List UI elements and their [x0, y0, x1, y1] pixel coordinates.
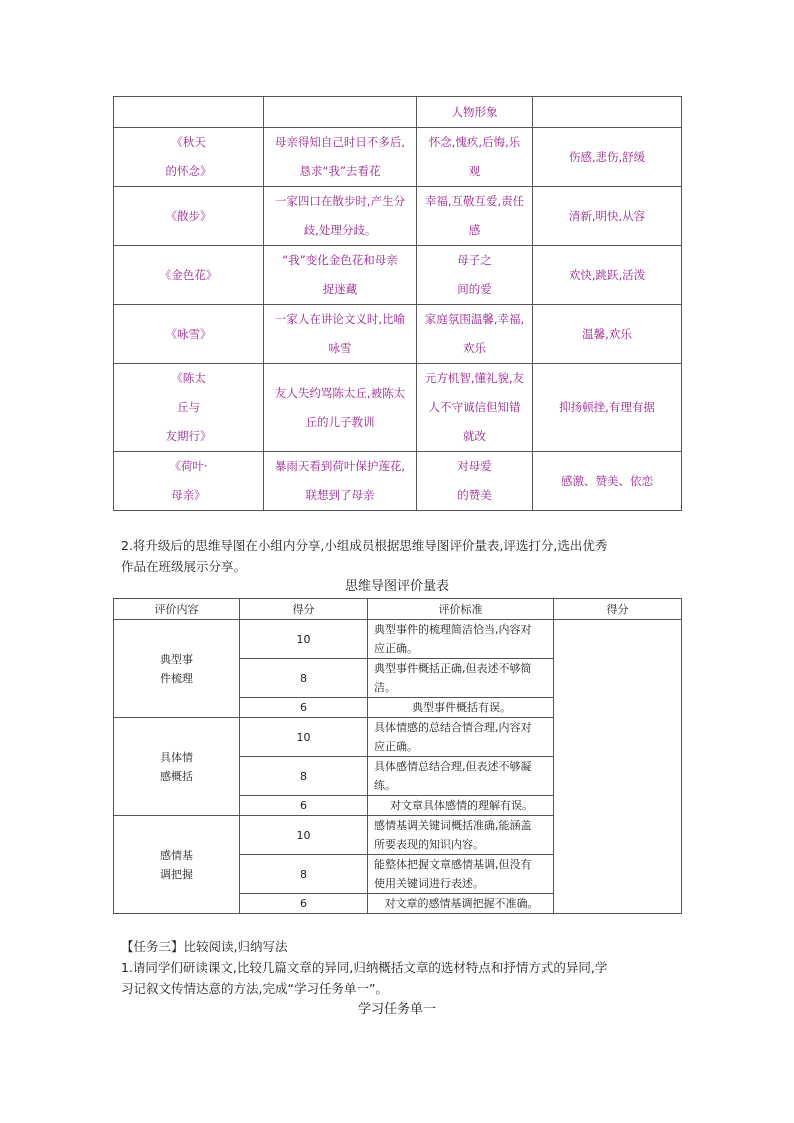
- criterion-line: 对文章具体感情的理解有误。: [390, 799, 533, 812]
- instruction-line: 2.将升级后的思维导图在小组内分享,小组成员根据思维导图评价量表,评选打分,选出优秀: [121, 538, 608, 553]
- header-cell: [264, 97, 417, 128]
- group-label-line: 典型事: [160, 652, 193, 666]
- criterion-line: 典型事件概括正确,但表述不够简: [374, 662, 532, 675]
- image-line: 幸福,互敬互爱,责任: [424, 194, 525, 208]
- emotion-cell: 清新,明快,从容: [533, 187, 682, 246]
- title-cell: [114, 305, 264, 364]
- emotion-cell: 感激、赞美、依恋: [533, 452, 682, 511]
- task3-heading: 【任务三】比较阅读,归纳写法: [121, 939, 288, 954]
- instruction-line: 作品在班级展示分享。: [121, 559, 247, 574]
- criterion-group-cell: [114, 718, 240, 816]
- task3-paragraph: [121, 957, 721, 999]
- text-comparison-table: [113, 96, 682, 511]
- group-label-line: 具体情: [160, 750, 193, 764]
- image-cell: [417, 305, 533, 364]
- image-cell: [417, 364, 533, 452]
- table-row: [114, 246, 682, 305]
- event-line: 咏雪: [328, 341, 352, 355]
- emotion-cell: 欢快,跳跃,活泼: [533, 246, 682, 305]
- criterion-cell: [368, 659, 554, 698]
- group-label-line: 感概括: [160, 769, 193, 783]
- event-cell: [264, 452, 417, 511]
- criterion-line: 使用关键词进行表述。: [374, 877, 484, 890]
- criterion-cell: [368, 855, 554, 894]
- score-cell: 8: [240, 659, 368, 698]
- event-cell: [264, 246, 417, 305]
- title-line: 丘与: [177, 400, 200, 414]
- criterion-line: 应正确。: [374, 740, 418, 753]
- image-line: 人不守诚信但知错: [428, 400, 521, 414]
- emotion-cell: 伤感,悲伤,舒缓: [533, 128, 682, 187]
- worksheet-title: 学习任务单一: [357, 1002, 436, 1017]
- header-cell: 评价标准: [368, 599, 554, 620]
- table-row: [114, 305, 682, 364]
- header-cell: 得分: [554, 599, 682, 620]
- title-cell: [114, 364, 264, 452]
- event-line: 捉迷藏: [322, 282, 358, 296]
- title-line: 《秋天: [171, 135, 206, 149]
- criterion-line: 对文章的感情基调把握不准确。: [384, 897, 539, 910]
- mindmap-evaluation-table: [113, 598, 682, 914]
- table-header-row: [114, 97, 682, 128]
- criterion-cell: [368, 757, 554, 796]
- image-line: 就改: [463, 429, 486, 443]
- header-cell: 评价内容: [114, 599, 240, 620]
- event-cell: [264, 187, 417, 246]
- event-line: 暴雨天看到荷叶保护莲花,: [274, 459, 406, 473]
- image-line: 欢乐: [463, 341, 486, 355]
- criterion-cell: [368, 796, 554, 816]
- event-line: 恳求“我”去看花: [299, 164, 381, 178]
- score-cell: 6: [240, 796, 368, 816]
- score-cell: 10: [240, 718, 368, 757]
- event-cell: [264, 364, 417, 452]
- criterion-group-cell: [114, 816, 240, 914]
- title-cell: [114, 452, 264, 511]
- criterion-line: 感情基调关键词概括准确,能涵盖: [374, 819, 532, 832]
- score-cell: 8: [240, 855, 368, 894]
- title-cell: [114, 187, 264, 246]
- criterion-line: 应正确。: [374, 642, 418, 655]
- image-line: 元方机智,懂礼貌,友: [424, 371, 525, 385]
- image-line: 的赞美: [457, 488, 492, 502]
- group-label-line: 件梳理: [160, 671, 193, 685]
- criterion-cell: [368, 718, 554, 757]
- criterion-line: 洁。: [374, 681, 396, 694]
- event-line: 友人失约骂陈太丘,被陈太: [274, 385, 406, 400]
- event-line: 歧,处理分歧。: [303, 223, 377, 237]
- task3-line: 习记叙文传情达意的方法,完成“学习任务单一”。: [121, 981, 388, 996]
- group-label-line: 调把握: [160, 867, 193, 881]
- event-line: “我”变化金色花和母亲: [282, 253, 398, 267]
- image-line: 怀念,愧疚,后悔,乐: [428, 135, 521, 149]
- image-cell: [417, 452, 533, 511]
- criterion-cell: [368, 816, 554, 855]
- event-cell: [264, 305, 417, 364]
- title-line: 友期行》: [165, 429, 212, 443]
- table-row: [114, 364, 682, 452]
- image-line: 间的爱: [457, 282, 492, 296]
- image-line: 母子之: [457, 253, 492, 267]
- title-line: 《金色花》: [159, 267, 218, 282]
- score-cell: 6: [240, 894, 368, 914]
- event-line: 母亲得知自己时日不多后,: [274, 135, 406, 149]
- criterion-line: 典型事件概括有误。: [412, 701, 511, 714]
- event-line: 联想到了母亲: [305, 488, 375, 502]
- score-cell: 10: [240, 620, 368, 659]
- title-cell: [114, 246, 264, 305]
- title-line: 《陈太: [171, 371, 206, 385]
- title-line: 《咏雪》: [165, 326, 212, 341]
- image-line: 对母爱: [457, 459, 492, 473]
- event-line: 丘的儿子教训: [305, 414, 375, 429]
- event-line: 一家四口在散步时,产生分: [274, 194, 406, 208]
- emotion-cell: 抑扬顿挫,有理有据: [533, 364, 682, 452]
- event-line: 一家人在讲论文义时,比喻: [274, 312, 406, 326]
- criterion-cell: [368, 620, 554, 659]
- table-row: [114, 187, 682, 246]
- title-line: 母亲》: [171, 488, 206, 502]
- criterion-group-cell: [114, 620, 240, 718]
- evaluation-table-title: 思维导图评价量表: [344, 579, 449, 594]
- title-line: 的怀念》: [165, 164, 212, 178]
- image-cell: [417, 128, 533, 187]
- criterion-line: 练。: [374, 779, 396, 792]
- emotion-cell: 温馨,欢乐: [533, 305, 682, 364]
- title-line: 《荷叶·: [169, 459, 208, 473]
- score-cell: 6: [240, 698, 368, 718]
- table-row: [114, 620, 682, 659]
- score-cell: 10: [240, 816, 368, 855]
- task3-line: 1.请同学们研读课文,比较几篇文章的异同,归纳概括文章的选材特点和抒情方式的异同,学: [121, 960, 608, 975]
- table-row: [114, 128, 682, 187]
- image-cell: [417, 187, 533, 246]
- event-cell: [264, 128, 417, 187]
- table-header-row: [114, 599, 682, 620]
- criterion-cell: [368, 894, 554, 914]
- score-cell: 8: [240, 757, 368, 796]
- header-cell: [114, 97, 264, 128]
- criterion-line: 典型事件的梳理简洁恰当,内容对: [374, 623, 532, 636]
- header-cell: [533, 97, 682, 128]
- score-blank-cell[interactable]: [554, 620, 682, 914]
- instruction-paragraph-2: [121, 535, 721, 577]
- criterion-cell: [368, 698, 554, 718]
- group-label-line: 感情基: [160, 848, 193, 862]
- image-line: 观: [468, 164, 481, 178]
- header-cell: 人物形象: [417, 97, 533, 128]
- title-cell: [114, 128, 264, 187]
- image-line: 家庭氛围温馨,幸福,: [424, 312, 525, 326]
- criterion-line: 具体情感的总结合情合理,内容对: [374, 721, 532, 734]
- criterion-line: 能整体把握文章感情基调,但没有: [374, 858, 532, 871]
- table-row: [114, 452, 682, 511]
- header-cell: 得分: [240, 599, 368, 620]
- criterion-line: 所要表现的知识内容。: [374, 838, 484, 851]
- title-line: 《散步》: [165, 208, 212, 223]
- image-line: 感: [468, 223, 481, 237]
- image-cell: [417, 246, 533, 305]
- criterion-line: 具体感情总结合理,但表述不够凝: [374, 760, 532, 773]
